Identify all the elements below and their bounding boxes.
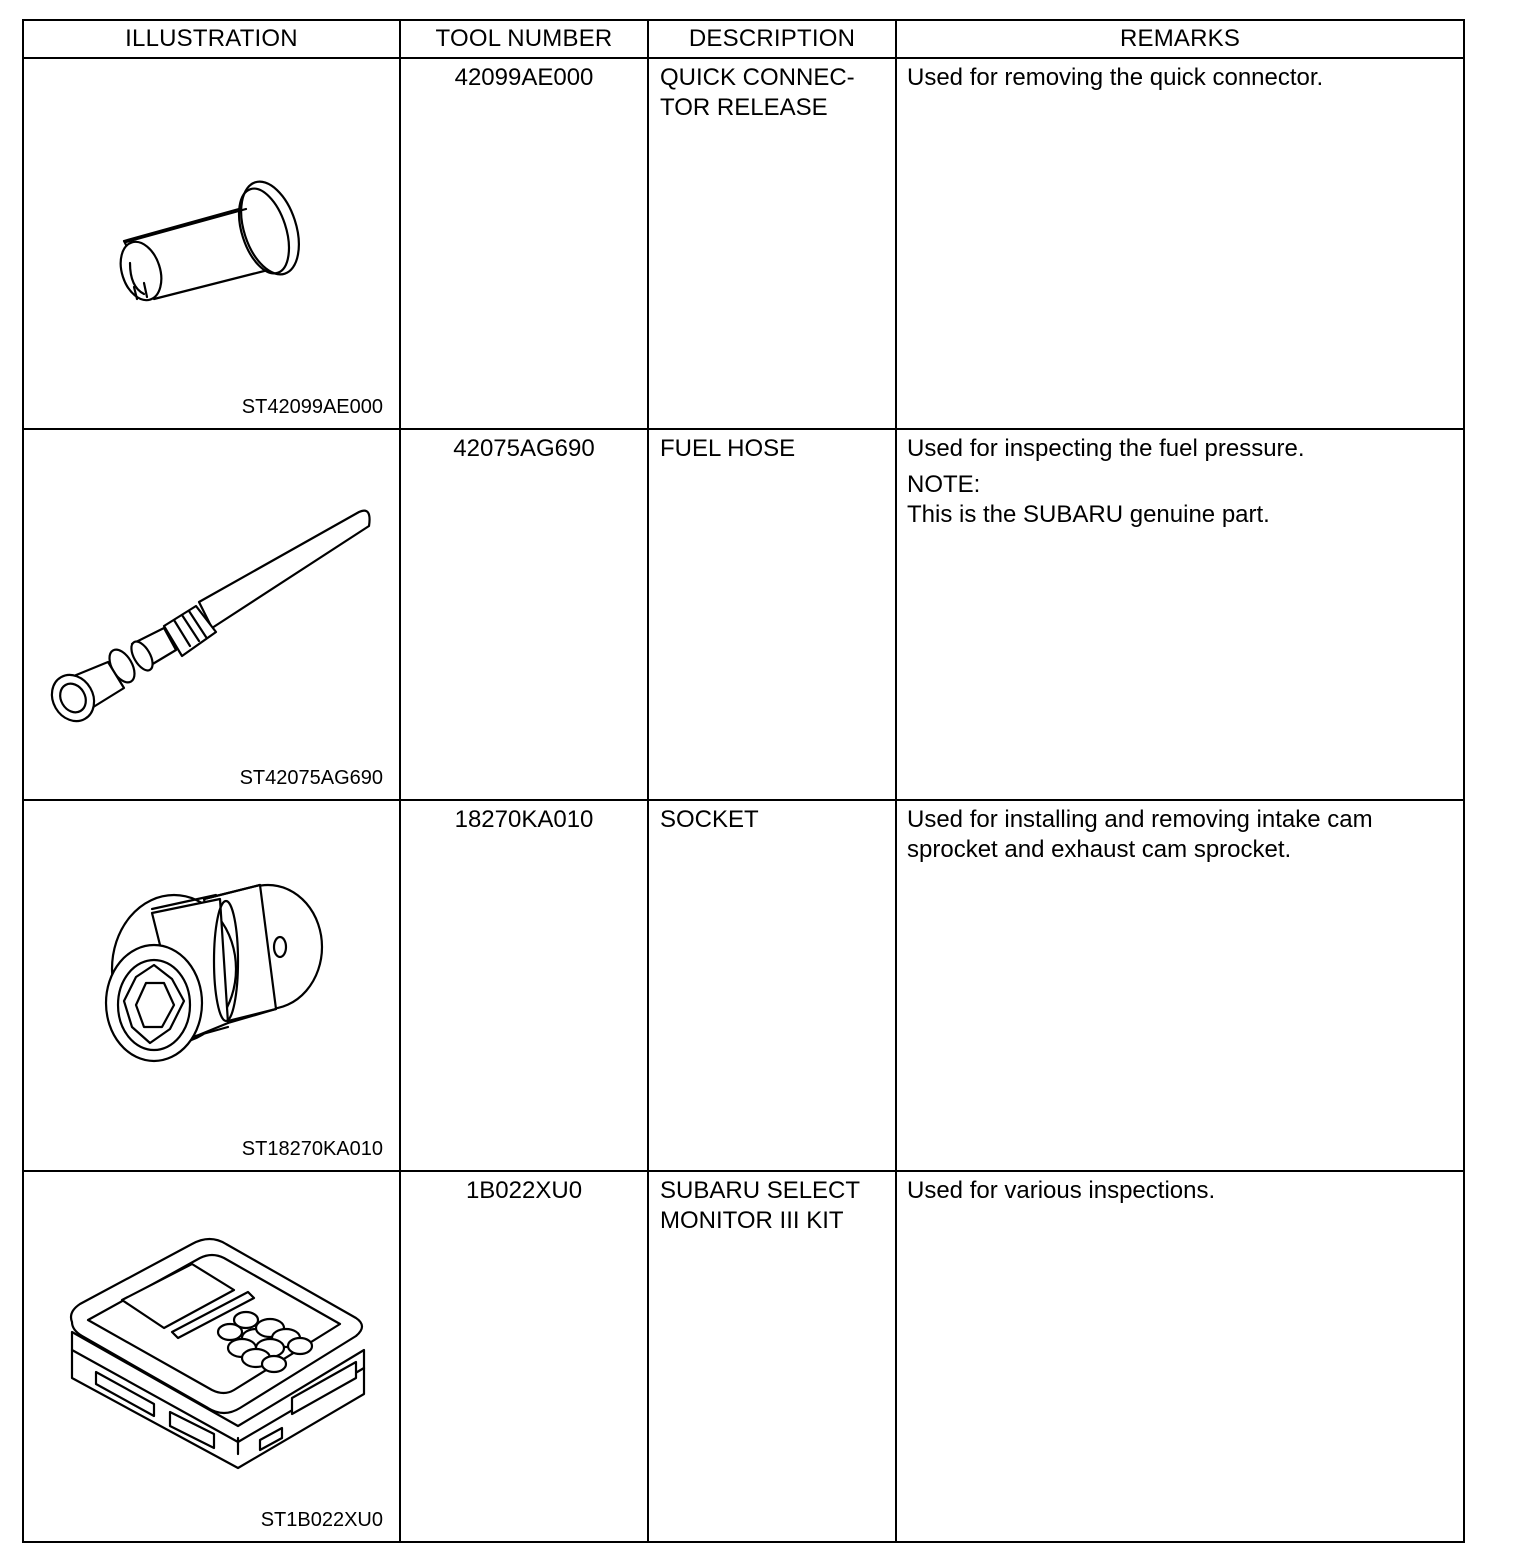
note-text: This is the SUBARU genuine part.	[907, 501, 1270, 528]
description-cell	[648, 58, 896, 429]
illustration-code: ST42099AE000	[241, 396, 383, 418]
fuel-hose-icon	[24, 430, 401, 795]
special-tools-table	[22, 19, 1465, 1543]
header-tool-number: TOOL NUMBER	[400, 20, 648, 58]
illustration-code: ST1B022XU0	[260, 1509, 383, 1531]
remarks-text: Used for various inspections.	[907, 1177, 1216, 1204]
remarks-text: Used for inspecting the fuel pressure.	[907, 435, 1305, 462]
description-text: SOCKET	[660, 806, 759, 833]
select-monitor-kit-icon	[24, 1172, 401, 1537]
description-text: QUICK CONNEC- TOR RELEASE	[660, 64, 855, 121]
header-description: DESCRIPTION	[648, 20, 896, 58]
description-text: FUEL HOSE	[660, 435, 796, 462]
tool-number-cell: 42075AG690	[400, 429, 648, 800]
remarks-cell	[896, 429, 1464, 800]
remarks-cell	[896, 1171, 1464, 1542]
tool-number-cell: 1B022XU0	[400, 1171, 648, 1542]
table-row	[23, 800, 1464, 1171]
illustration-cell	[23, 800, 400, 1171]
table-row	[23, 429, 1464, 800]
note-label: NOTE:	[907, 471, 981, 498]
illustration-code: ST18270KA010	[241, 1138, 383, 1160]
header-remarks: REMARKS	[896, 20, 1464, 58]
quick-connector-release-icon	[24, 59, 401, 424]
socket-icon	[24, 801, 401, 1166]
tool-number-cell: 42099AE000	[400, 58, 648, 429]
tool-number-cell: 18270KA010	[400, 800, 648, 1171]
description-cell	[648, 429, 896, 800]
table-row	[23, 1171, 1464, 1542]
description-text: SUBARU SELECT MONITOR III KIT	[660, 1177, 861, 1234]
remarks-cell	[896, 58, 1464, 429]
table-row	[23, 58, 1464, 429]
remarks-text: Used for removing the quick connector.	[907, 64, 1324, 91]
description-cell	[648, 1171, 896, 1542]
illustration-code: ST42075AG690	[239, 767, 383, 789]
illustration-cell	[23, 429, 400, 800]
remarks-cell	[896, 800, 1464, 1171]
illustration-cell	[23, 1171, 400, 1542]
table-header-row	[23, 20, 1464, 58]
illustration-cell	[23, 58, 400, 429]
description-cell	[648, 800, 896, 1171]
header-illustration: ILLUSTRATION	[23, 20, 400, 58]
remarks-text: Used for installing and removing intake cam sprocket and exhaust cam sprocket.	[907, 806, 1373, 863]
